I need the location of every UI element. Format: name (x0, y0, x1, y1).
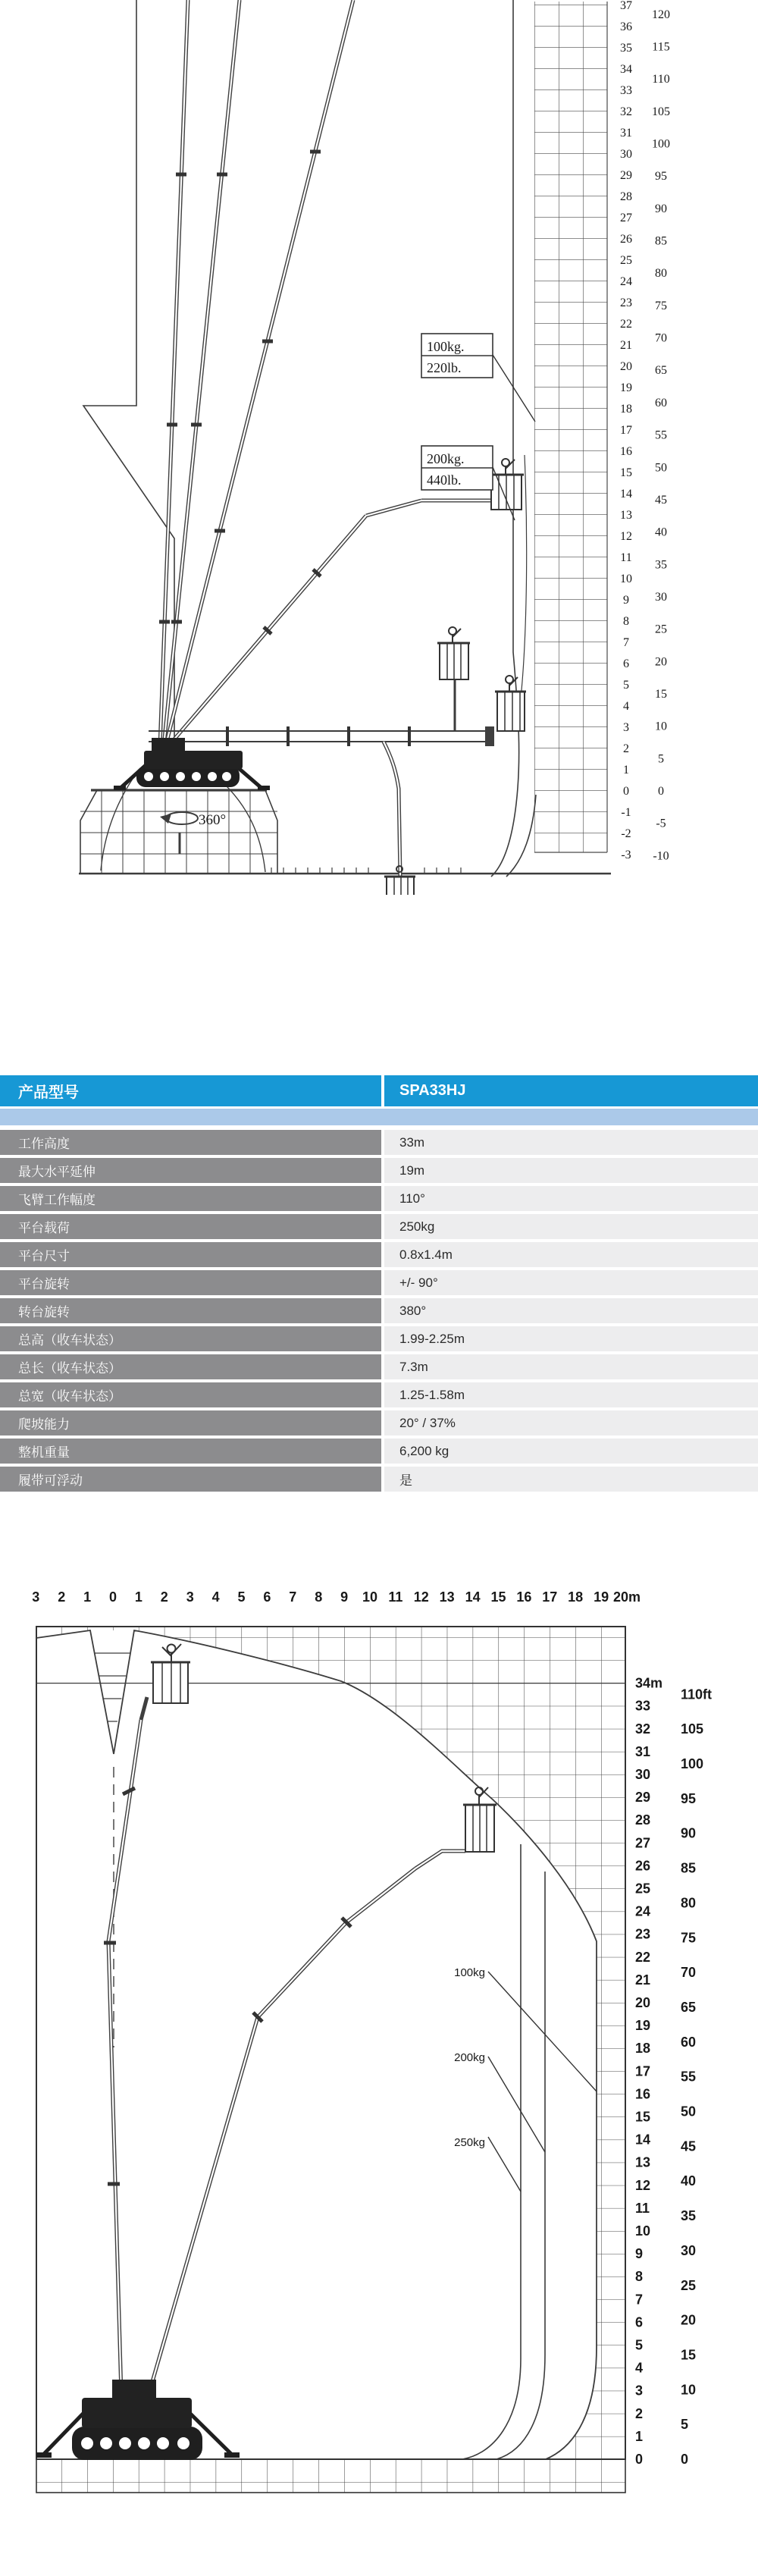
tick-label: 10 (362, 1589, 378, 1605)
tick-label: 26 (620, 233, 632, 246)
spec-row-value: 7.3m (384, 1354, 758, 1379)
bottom-meter-ticks (635, 1676, 662, 2467)
tick-label: 10 (655, 720, 667, 733)
tick-label: 14 (620, 488, 632, 500)
spec-header-value: SPA33HJ (399, 1082, 466, 1099)
tick-label: 80 (655, 267, 667, 281)
tick-label: 35 (681, 2208, 697, 2224)
tick-label: 20 (681, 2312, 697, 2328)
tick-label: 16 (635, 2086, 651, 2102)
boom-positions (149, 0, 494, 877)
tick-label: 20m (612, 1589, 641, 1605)
spec-row-label: 平台旋转 (0, 1270, 381, 1295)
work-baskets (384, 459, 526, 895)
tick-label: 15 (655, 687, 667, 701)
tick-label: 5 (237, 1589, 246, 1605)
tick-label: 18 (620, 403, 632, 416)
right-scale-grid-strip (534, 2, 607, 852)
tick-label: 105 (652, 105, 670, 118)
tick-label: 12 (635, 2177, 651, 2193)
tick-label: 13 (620, 509, 632, 522)
bottom-top-axis-ticks (32, 1589, 641, 1605)
tick-label: 2 (623, 742, 629, 755)
tick-label: 21 (620, 339, 632, 352)
tick-label: 3 (635, 2383, 644, 2399)
tick-label: 100 (681, 1756, 704, 1771)
spec-row-value: 1.99-2.25m (384, 1326, 758, 1351)
tick-label: -5 (656, 817, 666, 830)
tick-label: 9 (635, 2246, 644, 2262)
tick-label: 2 (58, 1589, 66, 1605)
tick-label: 4 (635, 2360, 644, 2376)
spec-row-value: 19m (384, 1158, 758, 1183)
tick-label: 120 (652, 8, 670, 21)
spec-row-value: 1.25-1.58m (384, 1382, 758, 1407)
tick-label: 17 (635, 2063, 651, 2079)
tick-label: 16 (516, 1589, 532, 1605)
tick-label: 55 (681, 2069, 697, 2085)
telescopic-collars (159, 152, 409, 746)
tick-label: 12 (413, 1589, 429, 1605)
tick-label: 30 (655, 590, 667, 604)
tick-label: 29 (635, 1790, 651, 1806)
spec-row-value: 250kg (384, 1214, 758, 1239)
spec-row (0, 1214, 758, 1239)
tick-label: 27 (620, 212, 632, 224)
tick-label: 45 (655, 493, 667, 507)
spec-row-label: 工作高度 (0, 1130, 381, 1155)
spec-row (0, 1326, 758, 1351)
tick-label: 4 (211, 1589, 220, 1605)
tick-label: 360° (199, 812, 227, 828)
tick-label: 18 (635, 2041, 651, 2057)
tick-label: 21 (635, 1972, 651, 1988)
tick-label: 440lb. (427, 472, 462, 488)
top-load-box-labels (427, 339, 465, 488)
spec-row (0, 1186, 758, 1211)
tick-label: 6 (623, 657, 629, 670)
tick-label: 23 (635, 1926, 651, 1942)
spec-row (0, 1354, 758, 1379)
tick-label: 0 (108, 1589, 117, 1605)
tick-label: 32 (620, 105, 632, 118)
spec-row-value: 33m (384, 1130, 758, 1155)
tick-label: 110 (652, 73, 670, 86)
spec-row-label: 爬坡能力 (0, 1410, 381, 1435)
tick-label: 31 (620, 127, 632, 140)
load-label-leaders (488, 1972, 597, 2192)
tick-label: 9 (340, 1589, 349, 1605)
tick-label: 33 (635, 1698, 651, 1714)
tick-label: 100kg. (427, 339, 465, 354)
tick-label: 65 (655, 364, 667, 378)
tick-label: 16 (620, 445, 632, 458)
spec-row-label: 平台载荷 (0, 1214, 381, 1239)
tick-label: 22 (620, 318, 632, 331)
tick-label: 0 (681, 2452, 689, 2467)
tick-label: 60 (655, 396, 667, 409)
tick-label: 50 (681, 2104, 697, 2119)
spec-row (0, 1382, 758, 1407)
tick-label: 15 (681, 2347, 697, 2363)
tick-label: 30 (681, 2242, 697, 2258)
boom-positions (104, 1697, 465, 2395)
spec-row-value: 0.8x1.4m (384, 1242, 758, 1267)
tick-label: 25 (681, 2277, 697, 2293)
tick-label: 90 (681, 1825, 697, 1841)
tick-label: 2 (160, 1589, 168, 1605)
tick-label: 10 (681, 2382, 697, 2398)
tick-label: 28 (635, 1812, 651, 1828)
tick-label: 7 (635, 2292, 644, 2308)
bottom-load-labels (454, 1966, 485, 2149)
tick-label: 50 (655, 461, 667, 475)
tick-label: -2 (621, 827, 631, 840)
tick-label: 3 (623, 721, 629, 734)
tick-label: 19 (620, 381, 632, 394)
spec-row (0, 1130, 758, 1155)
tick-label: 13 (439, 1589, 455, 1605)
tick-label: 7 (623, 636, 629, 649)
tick-label: 5 (681, 2417, 689, 2433)
tick-label: 1 (635, 2428, 644, 2444)
tick-label: 0 (658, 785, 664, 798)
tick-label: -10 (653, 849, 669, 863)
tick-label: 15 (490, 1589, 506, 1605)
tick-label: 26 (635, 1858, 651, 1874)
tick-label: 11 (635, 2200, 650, 2216)
machine-base (36, 2380, 240, 2460)
spec-row-value: +/- 90° (384, 1270, 758, 1295)
spec-row (0, 1242, 758, 1267)
spec-table-accent-band (0, 1109, 758, 1125)
unreachable-zone-hatch (36, 1627, 625, 2459)
tick-label: 85 (655, 234, 667, 248)
tick-label: 31 (635, 1743, 651, 1759)
spec-row-value: 是 (384, 1467, 758, 1492)
spec-row (0, 1270, 758, 1295)
tick-label: 9 (623, 594, 629, 607)
tick-label: 85 (681, 1860, 697, 1876)
spec-row-label: 履带可浮动 (0, 1467, 381, 1492)
spec-row-label: 转台旋转 (0, 1298, 381, 1323)
tick-label: 90 (655, 202, 667, 215)
top-feet-ticks (652, 8, 670, 863)
tick-label: 20 (635, 1995, 651, 2010)
tick-label: 55 (655, 428, 667, 442)
tick-label: 20 (655, 655, 667, 669)
tick-label: 65 (681, 1999, 697, 2015)
tick-label: -1 (621, 806, 631, 819)
tick-label: 110ft (681, 1686, 713, 1702)
tick-label: 5 (658, 752, 664, 766)
tick-label: 3 (32, 1589, 40, 1605)
tick-label: 8 (315, 1589, 323, 1605)
tick-label: 14 (635, 2132, 651, 2148)
tick-label: 0 (635, 2452, 644, 2467)
tick-label: 28 (620, 190, 632, 203)
tick-label: 200kg. (427, 451, 465, 466)
tick-label: 105 (681, 1721, 704, 1737)
spec-row (0, 1439, 758, 1464)
spec-row-value: 6,200 kg (384, 1439, 758, 1464)
tick-label: 14 (465, 1589, 481, 1605)
rotation-label (199, 812, 226, 828)
tick-label: 75 (655, 299, 667, 312)
spec-row-value: 110° (384, 1186, 758, 1211)
tick-label: 11 (388, 1589, 403, 1605)
tick-label: 100 (652, 137, 670, 151)
tick-label: 29 (620, 169, 632, 182)
tick-label: 200kg (454, 2051, 485, 2064)
tick-label: 33 (620, 84, 632, 97)
spec-row-label: 总高（收车状态） (0, 1326, 381, 1351)
tick-label: 40 (655, 526, 667, 539)
tick-label: 70 (681, 1965, 697, 1981)
tick-label: 6 (635, 2314, 644, 2330)
tick-label: 35 (620, 42, 632, 55)
spec-row-label: 最大水平延伸 (0, 1158, 381, 1183)
tick-label: 17 (620, 424, 632, 437)
tick-label: 40 (681, 2173, 697, 2189)
tick-label: 1 (83, 1589, 92, 1605)
below-grade-band (36, 2459, 625, 2493)
tick-label: 6 (263, 1589, 271, 1605)
tick-label: 5 (623, 679, 629, 692)
tick-label: 7 (289, 1589, 297, 1605)
tick-label: 24 (620, 275, 632, 288)
spec-row (0, 1467, 758, 1492)
tick-label: 2 (635, 2405, 644, 2421)
tick-label: 24 (635, 1903, 651, 1919)
tick-label: 75 (681, 1930, 697, 1946)
tick-label: 95 (681, 1790, 697, 1806)
spec-row-label: 飞臂工作幅度 (0, 1186, 381, 1211)
tick-label: 25 (635, 1881, 651, 1897)
tick-label: 10 (620, 573, 632, 585)
tick-label: 18 (568, 1589, 584, 1605)
tick-label: 60 (681, 2034, 697, 2050)
spec-table (0, 1075, 758, 1495)
tick-label: 25 (655, 623, 667, 636)
tick-label: 80 (681, 1895, 697, 1911)
spec-header-label: 产品型号 (18, 1084, 79, 1101)
tick-label: 1 (623, 764, 629, 777)
bottom-envelope-chart (0, 1574, 758, 2533)
envelope-outline (83, 0, 536, 877)
tick-label: 30 (620, 148, 632, 161)
tick-label: 45 (681, 2138, 697, 2154)
machine-base (114, 738, 270, 790)
tick-label: 35 (655, 558, 667, 572)
tick-label: 10 (635, 2223, 651, 2239)
spec-row-value: 20° / 37% (384, 1410, 758, 1435)
tick-label: 15 (620, 466, 632, 479)
tick-label: 20 (620, 360, 632, 373)
spec-row-label: 总宽（收车状态） (0, 1382, 381, 1407)
tick-label: 22 (635, 1949, 651, 1965)
tick-label: 95 (655, 170, 667, 184)
tick-label: 25 (620, 254, 632, 267)
tick-label: 100kg (454, 1966, 485, 1979)
spec-row-value: 380° (384, 1298, 758, 1323)
top-meter-ticks (620, 0, 632, 861)
tick-label: 36 (620, 20, 632, 33)
tick-label: 1 (134, 1589, 143, 1605)
tick-label: 8 (623, 615, 629, 628)
spec-rows (0, 1130, 758, 1492)
tick-label: 11 (620, 551, 632, 564)
tick-label: 17 (542, 1589, 558, 1605)
tick-label: 15 (635, 2109, 651, 2125)
tick-label: 8 (635, 2269, 644, 2285)
spec-table-header (0, 1075, 758, 1106)
tick-label: -3 (621, 849, 631, 861)
tick-label: 4 (623, 700, 629, 713)
tick-label: 37 (620, 0, 632, 12)
spec-row (0, 1298, 758, 1323)
spec-row-label: 平台尺寸 (0, 1242, 381, 1267)
tick-label: 27 (635, 1835, 651, 1851)
tick-label: 19 (594, 1589, 609, 1605)
top-envelope-chart (0, 0, 758, 895)
tick-label: 250kg (454, 2136, 485, 2149)
tick-label: 23 (620, 297, 632, 309)
tick-label: 115 (652, 40, 670, 54)
tick-label: 3 (186, 1589, 194, 1605)
spec-row (0, 1410, 758, 1435)
tick-label: 70 (655, 331, 667, 345)
tick-label: 12 (620, 530, 632, 543)
tick-label: 19 (635, 2018, 651, 2034)
tick-label: 220lb. (427, 360, 462, 375)
tick-label: 0 (623, 785, 629, 798)
bottom-feet-ticks (681, 1686, 712, 2467)
tick-label: 5 (635, 2337, 644, 2353)
tick-label: 34m (635, 1675, 663, 1691)
spec-row (0, 1158, 758, 1183)
tick-label: 13 (635, 2154, 651, 2170)
tick-label: 30 (635, 1767, 651, 1782)
spec-row-label: 总长（收车状态） (0, 1354, 381, 1379)
spec-row-label: 整机重量 (0, 1439, 381, 1464)
tick-label: 34 (620, 63, 632, 76)
tick-label: 32 (635, 1721, 651, 1737)
